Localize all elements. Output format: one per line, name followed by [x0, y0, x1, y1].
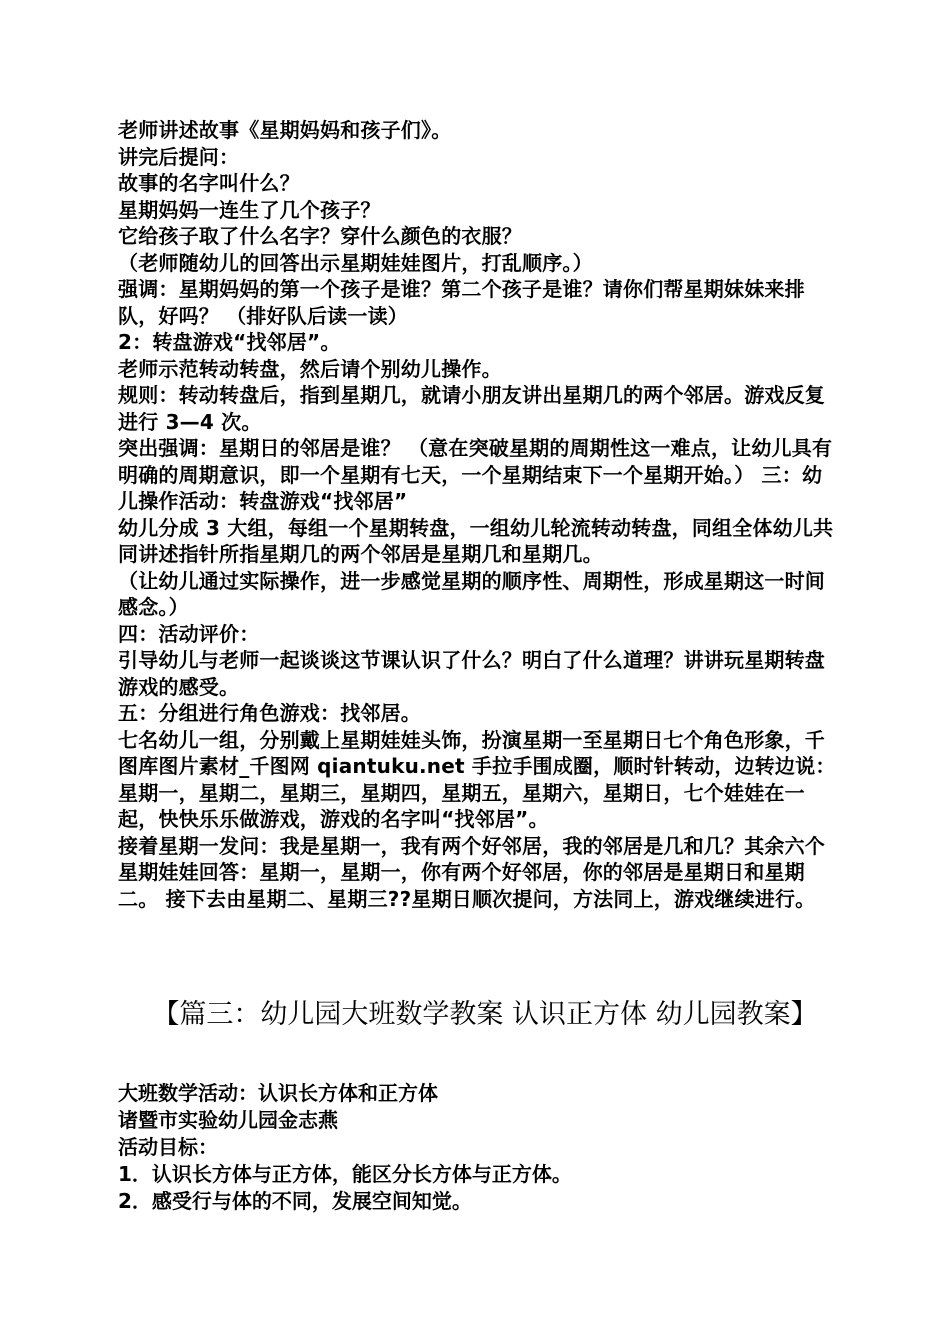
paragraph: 五：分组进行角色游戏：找邻居。 — [118, 701, 421, 725]
paragraph: 接着星期一发问：我是星期一，我有两个好邻居，我的邻居是几和几？其余六个星期娃娃回答：星期一，星期一，你有两个好邻居，你的邻居是星期日和星期二。 接下去由星期二、星期三??星期日顺次提问，方法同上，游戏继续进行。 — [118, 833, 825, 911]
paragraph: 讲完后提问： — [118, 144, 240, 169]
paragraph: 2：转盘游戏“找邻居”。 — [118, 330, 341, 354]
paragraph: （老师随幼儿的回答出示星期娃娃图片，打乱顺序。） — [118, 250, 593, 275]
paragraph: 四：活动评价： — [118, 621, 260, 646]
activity-intro — [118, 1080, 838, 1215]
goal-item: 2．感受行与体的不同，发展空间知觉。 — [118, 1189, 472, 1213]
paragraph: 引导幼儿与老师一起谈谈这节课认识了什么？明白了什么道理？讲讲玩星期转盘游戏的感受。 — [118, 648, 825, 699]
section-heading: 【篇三：幼儿园大班数学教案 认识正方体 幼儿园教案】 — [152, 999, 818, 1030]
paragraph: （让幼儿通过实际操作，进一步感觉星期的顺序性、周期性，形成星期这一时间感念。） — [118, 568, 825, 619]
paragraph: 强调：星期妈妈的第一个孩子是谁？第二个孩子是谁？请你们帮星期妹妹来排队，好吗？ （排好队后读一读） — [118, 277, 805, 328]
paragraph: 老师示范转动转盘，然后请个别幼儿操作。 — [118, 356, 502, 381]
paragraph: 幼儿分成 3 大组，每组一个星期转盘，一组幼儿轮流转动转盘，同组全体幼儿共同讲述指针所指星期几的两个邻居是星期几和星期几。 — [118, 515, 834, 566]
paragraph: 它给孩子取了什么名字？穿什么颜色的衣服？ — [118, 224, 522, 248]
activity-title: 大班数学活动：认识长方体和正方体 — [118, 1081, 438, 1105]
paragraph: 规则：转动转盘后，指到星期几，就请小朋友讲出星期几的两个邻居。游戏反复进行 3—4 次。 — [118, 383, 825, 434]
lesson-body — [118, 117, 838, 912]
goal-item: 1．认识长方体与正方体，能区分长方体与正方体。 — [118, 1162, 572, 1186]
paragraph: 七名幼儿一组，分别戴上星期娃娃头饰，扮演星期一至星期日七个角色形象，千图库图片素材_千图网 qiantuku.net 手拉手围成圈，顺时针转动，边转边说：星期一，星期二，星期三，星期四，星期五，星期六，星期日，七个娃娃在一起，快快乐乐做游戏，游戏的名字叫“找邻居”。 — [118, 727, 836, 831]
goals-label: 活动目标： — [118, 1135, 218, 1159]
paragraph: 突出强调：星期日的邻居是谁？ （意在突破星期的周期性这一难点，让幼儿具有明确的周期意识，即一个星期有七天，一个星期结束下一个星期开始。） 三：幼儿操作活动：转盘游戏“找邻居” — [118, 436, 833, 513]
paragraph: 老师讲述故事《星期妈妈和孩子们》。 — [118, 118, 452, 142]
paragraph: 故事的名字叫什么？ — [118, 171, 300, 195]
author-line: 诸暨市实验幼儿园金志燕 — [118, 1108, 338, 1132]
paragraph: 星期妈妈一连生了几个孩子？ — [118, 197, 381, 222]
